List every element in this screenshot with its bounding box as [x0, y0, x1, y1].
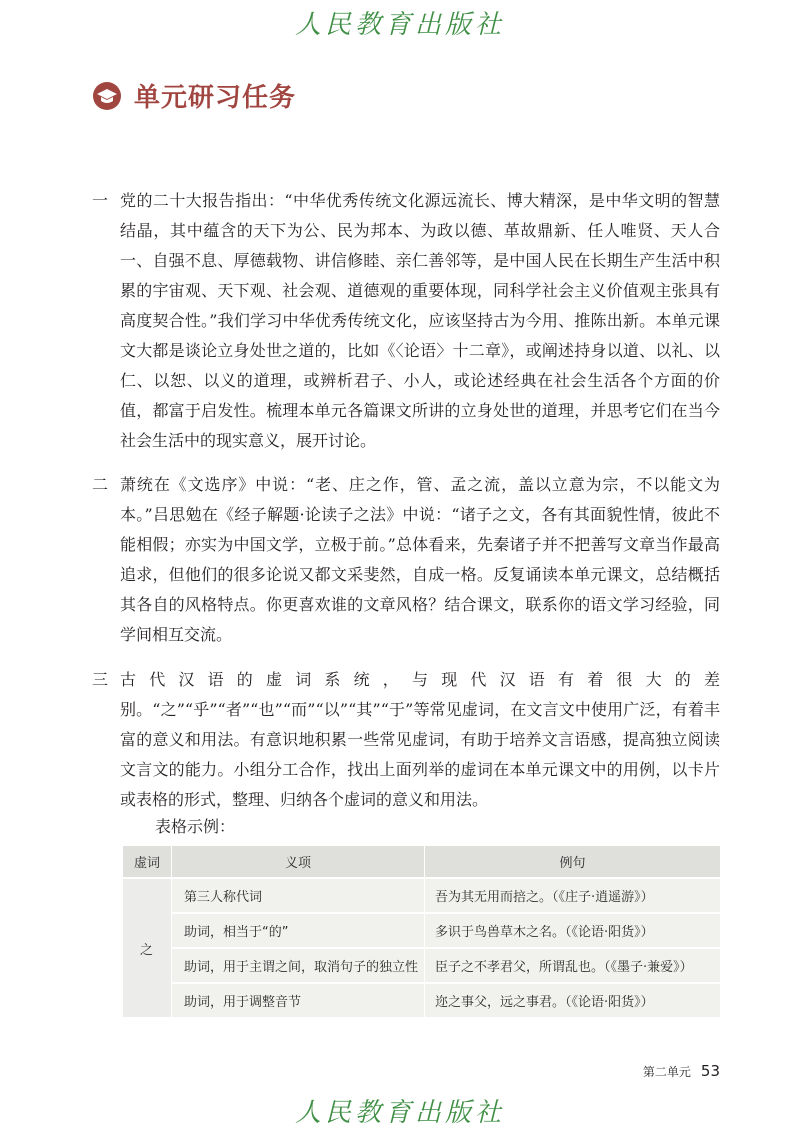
page-number: 53 — [700, 1062, 720, 1080]
task-text: 党的二十大报告指出：“中华优秀传统文化源远流长、博大精深，是中华文明的智慧结晶，其中蕴含的天下为公、民为邦本、为政以德、革故鼎新、任人唯贤、天人合一、自强不息、厚德载物、讲信修睦、亲仁善邻等，是中国人民在长期生产生活中积累的宇宙观、天下观、社会观、道德观的重要体现，同科学社会主义价值观主张具有高度契合性。”我们学习中华优秀传统文化，应该坚持古为今用、推陈出新。本单元课文大都是谈论立身处世之道的，比如《〈论语〉十二章》，或阐述持身以道、以礼、以仁、以恕、以义的道理，或辨析君子、小人，或论述经典在社会生活各个方面的价值，都富于启发性。梳理本单元各篇课文所讲的立身处世的道理，并思考它们在当今社会生活中的现实意义，展开讨论。 — [120, 191, 720, 450]
table-row — [123, 912, 720, 947]
table-header-row — [123, 846, 720, 877]
table-cell-example: 多识于鸟兽草木之名。（《论语·阳货》） — [425, 912, 720, 947]
table-cell-meaning: 助词，用于调整音节 — [172, 982, 425, 1017]
table-row — [123, 982, 720, 1017]
table-row — [123, 947, 720, 982]
task-item — [92, 186, 720, 456]
table-cell-example: 迩之事父，远之事君。（《论语·阳货》） — [425, 982, 720, 1017]
table-cell-example: 臣子之不孝君父，所谓乱也。（《墨子·兼爱》） — [425, 947, 720, 982]
table-cell-meaning: 第三人称代词 — [172, 877, 425, 912]
example-table — [123, 846, 720, 1017]
table-header-word: 虚词 — [123, 846, 172, 877]
page-footer — [643, 1062, 720, 1080]
unit-title: 单元研习任务 — [134, 83, 297, 113]
task-number: 三 — [92, 670, 109, 689]
task-number: 一 — [92, 191, 109, 210]
table-caption: 表格示例： — [155, 817, 236, 836]
task-item — [92, 665, 720, 815]
table-cell-meaning: 助词，相当于“的” — [172, 912, 425, 947]
table-cell-word: 之 — [123, 877, 172, 1017]
task-text: 古代汉语的虚词系统，与现代汉语有着很大的差别。“之”“乎”“者”“也”“而”“以”“其”“于”等常见虚词，在文言文中使用广泛，有着丰富的意义和用法。有意识地积累一些常见虚词，有助于培养文言语感，提高独立阅读文言文的能力。小组分工合作，找出上面列举的虚词在本单元课文中的用例，以卡片或表格的形式，整理、归纳各个虚词的意义和用法。 — [120, 670, 720, 809]
footer-unit-label: 第二单元 — [642, 1065, 691, 1079]
task-item — [92, 470, 720, 650]
table-row — [123, 877, 720, 912]
unit-header — [92, 77, 296, 114]
graduation-cap-icon — [92, 81, 122, 111]
table-header-meaning: 义项 — [172, 846, 425, 877]
publisher-watermark-bottom: 人民教育出版社 — [294, 1098, 505, 1128]
publisher-watermark-top: 人民教育出版社 — [294, 10, 505, 40]
table-header-example: 例句 — [425, 846, 720, 877]
task-text: 萧统在《文选序》中说：“老、庄之作，管、孟之流，盖以立意为宗，不以能文为本。”吕思勉在《经子解题·论读子之法》中说：“诸子之文，各有其面貌性情，彼此不能相假；亦实为中国文学，立极于前。”总体看来，先秦诸子并不把善写文章当作最高追求，但他们的很多论说又都文采斐然，自成一格。反复诵读本单元课文，总结概括其各自的风格特点。你更喜欢谁的文章风格？结合课文，联系你的语文学习经验，同学间相互交流。 — [120, 475, 720, 644]
task-number: 二 — [92, 475, 109, 494]
table-cell-meaning: 助词，用于主谓之间，取消句子的独立性 — [172, 947, 425, 982]
table-cell-example: 吾为其无用而掊之。（《庄子·逍遥游》） — [425, 877, 720, 912]
